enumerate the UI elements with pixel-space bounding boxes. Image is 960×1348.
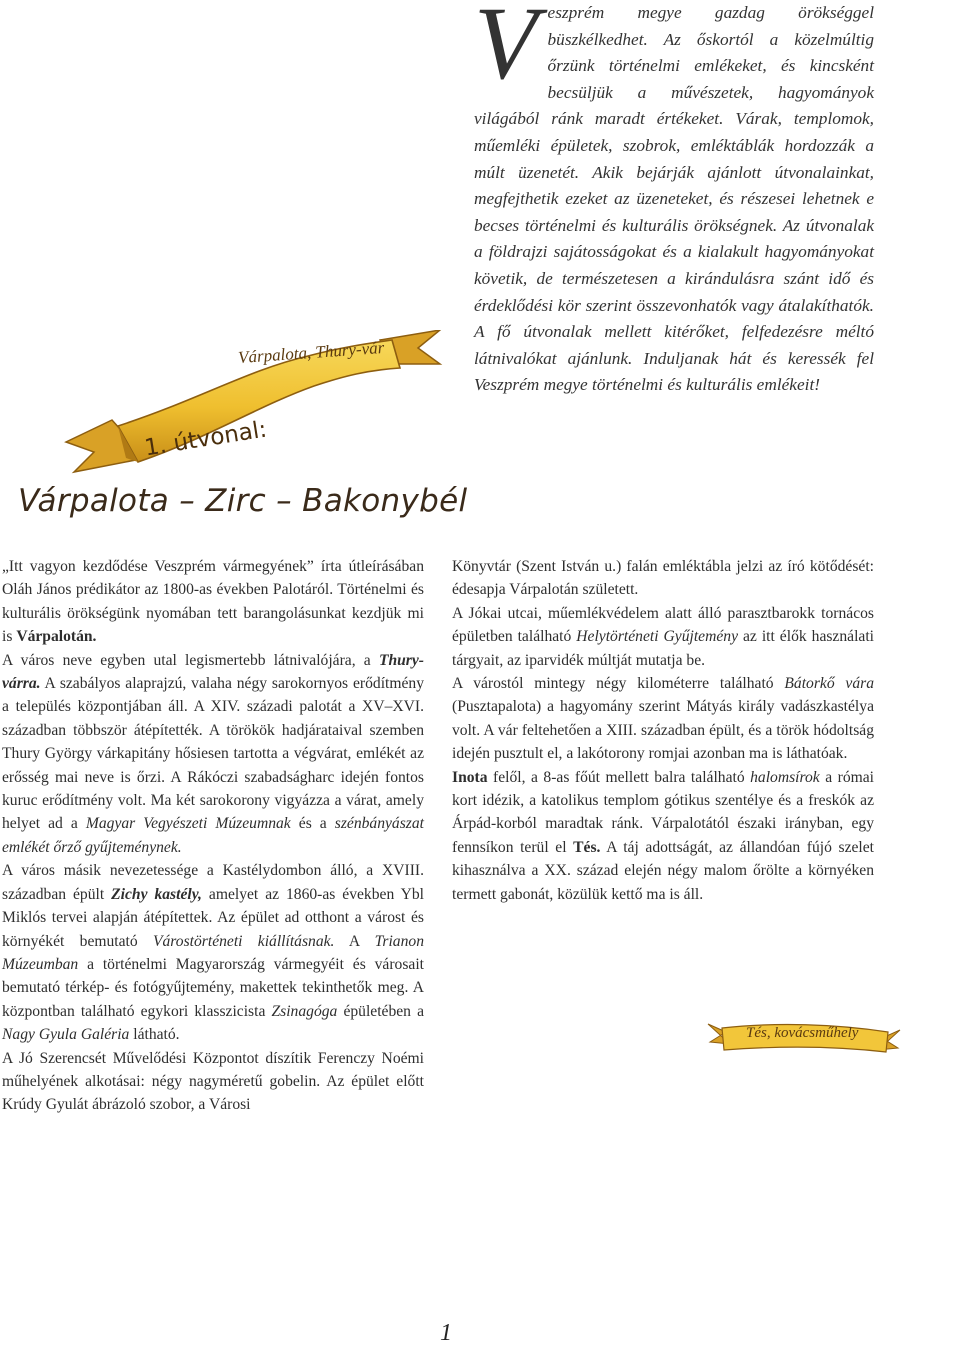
right-column (452, 555, 874, 906)
ribbon-caption: Tés, kovácsműhely (746, 1025, 859, 1041)
route-number: 1. útvonal: (142, 416, 269, 462)
intro-paragraph: eszprém megye gazdag örökséggel büszkélkedhet. Az őskortól a közelmúltig őrzünk történelmi emlékeket, és kincsként becsüljük a művészetek, hagyományok világából ránk maradt értékeket. Várak, templomok, műemléki épületek, szobrok, emléktáblák hordozzák a múlt üzenetét. Akik bejárják ajánlott útvonalainkat, megfejthetik ezeket az üzeneteket, és részesei lehetnek e becses történelmi és kulturális örökségnek. Az útvonalak a földrajzi sajátosságokat és a kialakult hagyományokat követik, de természetesen a kirándulásra szánt idő és érdeklődési kör szerint összevonhatók vagy átalakíthatók. A fő útvonalak mellett kitérőket, felfedezésre méltó látnivalókat ajánlunk. Induljanak hát és keressék fel Veszprém megye történelmi és kulturális emlékeit! (474, 3, 874, 395)
left-paragraph-2: A város neve egyben utal legismertebb látnivalójára, a Thury-várra. A szabályos alaprajzú, valaha négy sarokornyos erődítmény a település központjában áll. A XIV. századi palotát a XV–XVI. században többször átépítették. A törökök hadjárataival szemben Thury György várkapitány hősiesen tartotta a végvárat, emlékét az erősség mai neve is őrzi. A Rákóczi szabadságharc idején fontos kuruc erődítmény volt. Ma két sarokorony vigyázza a várat, amely helyet ad a Magyar Vegyészeti Múzeumnak és a szénbányászat emlékét őrző gyűjteménynek. (2, 651, 424, 856)
route-title: Várpalota – Zirc – Bakonybél (18, 483, 468, 519)
route-banner (8, 330, 448, 480)
left-column (2, 555, 424, 1117)
left-paragraph-3: A város másik nevezetessége a Kastélydombon álló, a XVIII. században épült Zichy kastély, amelyet az 1860-as években Ybl Miklós tervei alapján átépítettek. Az épület ad otthont a várost és környékét bemutató Várostörténeti kiállításnak. A Trianon Múzeumban a történelmi Magyarország vármegyéit és városait bemutató térkép- és fotógyűjtemény, makettek tekinthetők meg. A központban található egykori klasszicista Zsinagóga épületében a Nagy Gyula Galéria látható. (2, 862, 425, 1044)
left-paragraph-1: „Itt vagyon kezdődése Veszprém vármegyének” írta útleírásában Oláh János prédikátor az 1800-as években Palotáról. Történelmi és kulturális örökségünk nyomában tett barangolásunkat kezdjük mi is Várpalotán. (2, 558, 424, 646)
right-paragraph-2: A Jókai utcai, műemlékvédelem alatt álló parasztbarokk tornácos épületben található Helytörténeti Gyűjtemény az itt élők használati tárgyait, az iparvidék múltját mutatja be. (452, 604, 874, 669)
page-number: 1 (440, 1320, 452, 1346)
right-paragraph-3: A várostól mintegy négy kilométerre található Bátorkő vára (Pusztapalota) a hagyomány szerint Mátyás király vadászkastélya volt. A vár feltehetően a XIII. században épült, és a török hódoltság idején pusztult el, a lakótorony romjai azonban ma is láthatóak. (452, 675, 874, 763)
right-paragraph-4: Inota felől, a 8-as főút mellett balra található halomsírok a római kort idézik, a katolikus templom gótikus szentélye és a freskók az Árpád-korból maradtak ránk. Várpalotától északi irányban, egy fennsíkon terül el Tés. A táj adottságát, az állandóan fújó szelet kihasználva a XX. század elején négy malom őrölte a környéken termett gabonát, közülük kettő ma is áll. (452, 768, 875, 903)
intro-text (474, 0, 874, 399)
banner-caption: Várpalota, Thury-vár (237, 337, 385, 368)
photo-caption-ribbon (706, 1018, 902, 1060)
left-paragraph-4: A Jó Szerencsét Művelődési Központot díszítik Ferenczy Noémi műhelyének alkotásai: négy nagyméretű gobelin. Az épület előtt Krúdy Gyulát ábrázoló szobor, a Városi (2, 1049, 424, 1114)
drop-cap: V (474, 0, 538, 101)
right-paragraph-1: Könyvtár (Szent István u.) falán emléktábla jelzi az író kötődését: édesapja Várpalotán született. (452, 558, 874, 599)
